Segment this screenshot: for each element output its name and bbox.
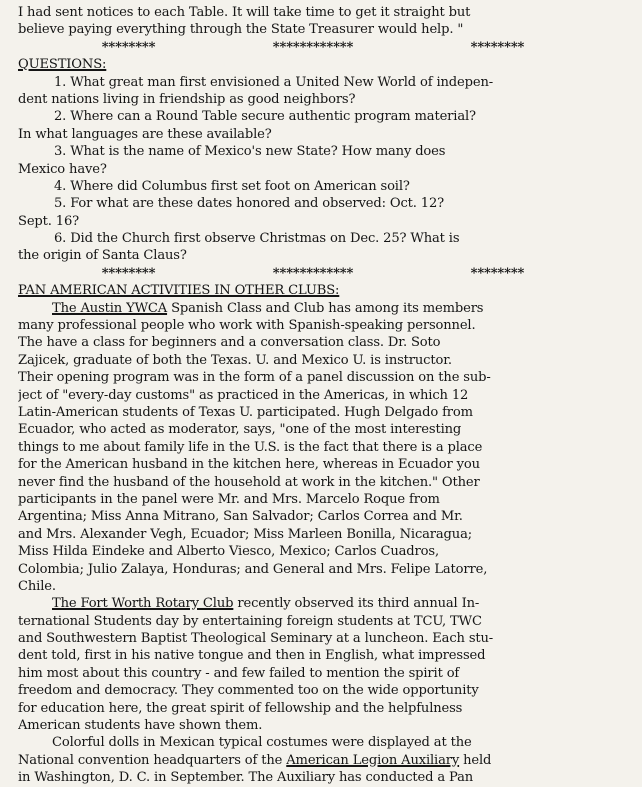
legion-paragraph-line: in Washington, D. C. in September. The Auxiliary has conducted a Pan (18, 770, 474, 786)
separator-stars: ******** (470, 265, 525, 281)
ywca-paragraph-line: Colombia; Julio Zalaya, Honduras; and General and Mrs. Felipe Latorre, (18, 561, 488, 577)
rotary-paragraph-line: for education here, the great spirit of fellowship and the helpfulness (18, 700, 463, 716)
ywca-paragraph-line: never find the husband of the household at work in the kitchen." Other (18, 474, 480, 490)
ywca-paragraph-line: Miss Hilda Eindeke and Alberto Viesco, Mexico; Carlos Cuadros, (18, 544, 439, 560)
ywca-paragraph-line: The have a class for beginners and a conversation class. Dr. Soto (18, 335, 441, 351)
intro-line-1: I had sent notices to each Table. It will take time to get it straight but (18, 5, 471, 20)
rotary-paragraph-line: ternational Students day by entertaining foreign students at TCU, TWC (18, 613, 482, 629)
paragraph-text: held (459, 752, 492, 768)
rotary-name: The Fort Worth Rotary Club (52, 596, 234, 612)
ywca-paragraph-line: Zajicek, graduate of both the Texas. U. and Mexico U. is instructor. (18, 352, 452, 368)
rotary-paragraph-line: American students have shown them. (18, 718, 263, 734)
separator-stars: ************ (272, 39, 354, 55)
separator-stars: ******** (470, 39, 525, 55)
legion-name: American Legion Auxiliary (286, 752, 460, 768)
legion-paragraph-line (18, 752, 632, 769)
ywca-paragraph-line: for the American husband in the kitchen here, whereas in Ecuador you (18, 457, 480, 473)
question-5-cont: Sept. 16? (18, 213, 80, 229)
ywca-name: The Austin YWCA (52, 300, 168, 316)
question-2: 2. Where can a Round Table secure authentic program material? (54, 109, 476, 125)
separator-stars: ************ (272, 265, 354, 281)
rotary-paragraph-line: dent told, first in his native tongue and then in English, what impressed (18, 648, 486, 664)
questions-heading: QUESTIONS: (18, 57, 107, 73)
separator-stars: ******** (101, 265, 156, 281)
question-6: 6. Did the Church first observe Christmas on Dec. 25? What is (54, 231, 460, 247)
separator (18, 39, 583, 56)
separator-stars: ******** (101, 39, 156, 55)
ywca-paragraph-line: many professional people who work with Spanish-speaking personnel. (18, 318, 476, 334)
paragraph-text: National convention headquarters of the (18, 752, 287, 768)
question-5: 5. For what are these dates honored and observed: Oct. 12? (54, 196, 445, 212)
separator (18, 265, 583, 282)
question-3: 3. What is the name of Mexico's new State? How many does (54, 144, 446, 160)
activities-heading: PAN AMERICAN ACTIVITIES IN OTHER CLUBS: (18, 283, 340, 299)
ywca-paragraph-line (18, 300, 632, 317)
ywca-paragraph-line: Ecuador, who acted as moderator, says, "one of the most interesting (18, 422, 462, 438)
rotary-paragraph-line: freedom and democracy. They commented too on the wide opportunity (18, 683, 479, 699)
question-2-cont: In what languages are these available? (18, 126, 272, 142)
paragraph-text: recently observed its third annual In- (233, 596, 480, 612)
ywca-paragraph-line: Argentina; Miss Anna Mitrano, San Salvador; Carlos Correa and Mr. (18, 509, 463, 525)
ywca-paragraph-line: and Mrs. Alexander Vegh, Ecuador; Miss Marleen Bonilla, Nicaragua; (18, 526, 472, 542)
ywca-paragraph-line: Their opening program was in the form of a panel discussion on the sub- (18, 370, 491, 386)
ywca-paragraph-line: ject of "every-day customs" as practiced in the Americas, in which 12 (18, 387, 469, 403)
rotary-paragraph-line: and Southwestern Baptist Theological Seminary at a luncheon. Each stu- (18, 631, 494, 647)
question-1-cont: dent nations living in friendship as good neighbors? (18, 91, 356, 107)
ywca-paragraph-line: Latin-American students of Texas U. participated. Hugh Delgado from (18, 404, 473, 420)
question-4: 4. Where did Columbus first set foot on American soil? (54, 178, 410, 194)
question-6-cont: the origin of Santa Claus? (18, 248, 187, 264)
rotary-paragraph-line (18, 595, 632, 612)
ywca-paragraph-line: Chile. (18, 578, 56, 594)
intro-line-2: believe paying everything through the State Treasurer would help. " (18, 22, 464, 38)
legion-paragraph-line: Colorful dolls in Mexican typical costumes were displayed at the (52, 735, 472, 751)
ywca-paragraph-line: things to me about family life in the U.S. is the fact that there is a place (18, 439, 483, 455)
question-1: 1. What great man first envisioned a United New World of indepen- (54, 74, 494, 90)
ywca-paragraph-line: participants in the panel were Mr. and Mrs. Marcelo Roque from (18, 491, 440, 507)
rotary-paragraph-line: him most about this country - and few failed to mention the spirit of (18, 665, 460, 681)
paragraph-text: Spanish Class and Club has among its members (167, 300, 484, 316)
question-3-cont: Mexico have? (18, 161, 107, 177)
